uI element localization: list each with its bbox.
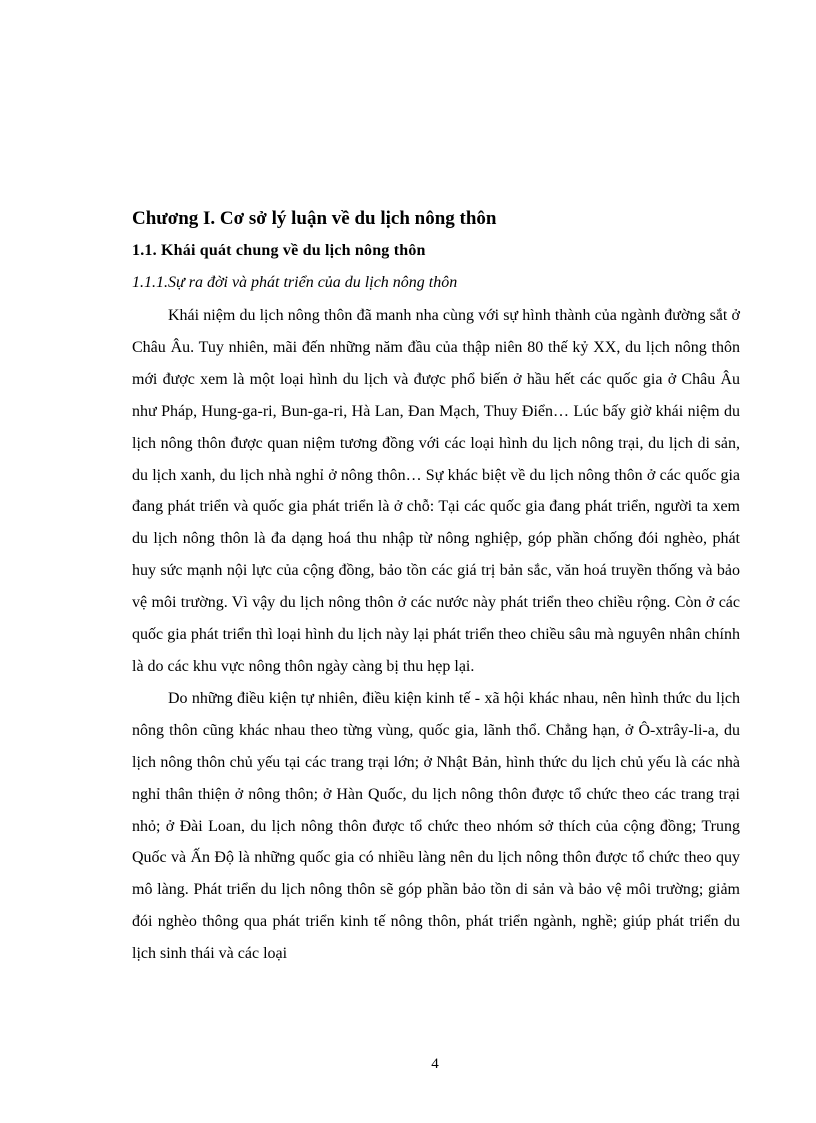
- page-content: [132, 205, 740, 970]
- chapter-title: Chương I. Cơ sở lý luận về du lịch nông thôn: [132, 208, 497, 229]
- subsection-title: 1.1.1.Sự ra đời và phát triển của du lịch nông thôn: [132, 274, 458, 291]
- body-paragraph: Do những điều kiện tự nhiên, điều kiện kinh tế - xã hội khác nhau, nên hình thức du lịch nông thôn cũng khác nhau theo từng vùng, quốc gia, lãnh thổ. Chẳng hạn, ở Ô-xtrây-li-a, du lịch nông thôn chủ yếu tại các trang trại lớn; ở Nhật Bản, hình thức du lịch chủ yếu là các nhà nghỉ thân thiện ở nông thôn; ở Hàn Quốc, du lịch nông thôn được tổ chức theo các trang trại nhỏ; ở Đài Loan, du lịch nông thôn được tổ chức theo nhóm sở thích của cộng đồng; Trung Quốc và Ấn Độ là những quốc gia có nhiều làng nên du lịch nông thôn được tổ chức theo quy mô làng. Phát triển du lịch nông thôn sẽ góp phần bảo tồn di sản và bảo vệ môi trường; giảm đói nghèo thông qua phát triển kinh tế nông thôn, phát triển ngành, nghề; giúp phát triển du lịch sinh thái và các loại: [132, 689, 740, 963]
- body-paragraph: Khái niệm du lịch nông thôn đã manh nha cùng với sự hình thành của ngành đường sắt ở Châu Âu. Tuy nhiên, mãi đến những năm đầu của thập niên 80 thế kỷ XX, du lịch nông thôn mới được xem là một loại hình du lịch và được phổ biến ở hầu hết các quốc gia ở Châu Âu như Pháp, Hung-ga-ri, Bun-ga-ri, Hà Lan, Đan Mạch, Thuy Điển… Lúc bấy giờ khái niệm du lịch nông thôn được quan niệm tương đồng với các loại hình du lịch nông trại, du lịch di sản, du lịch xanh, du lịch nhà nghỉ ở nông thôn… Sự khác biệt về du lịch nông thôn ở các quốc gia đang phát triển và quốc gia phát triển là ở chỗ: Tại các quốc gia đang phát triển, người ta xem du lịch nông thôn là đa dạng hoá thu nhập từ nông nghiệp, góp phần chống đói nghèo, phát huy sức mạnh nội lực của cộng đồng, bảo tồn các giá trị bản sắc, văn hoá truyền thống và bảo vệ môi trường. Vì vậy du lịch nông thôn ở các nước này phát triển theo chiều rộng. Còn ở các quốc gia phát triển thì loại hình du lịch này lại phát triển theo chiều sâu mà nguyên nhân chính là do các khu vực nông thôn ngày càng bị thu hẹp lại.: [132, 307, 740, 675]
- section-title: 1.1. Khái quát chung về du lịch nông thôn: [132, 242, 426, 259]
- page-number: 4: [431, 1056, 439, 1072]
